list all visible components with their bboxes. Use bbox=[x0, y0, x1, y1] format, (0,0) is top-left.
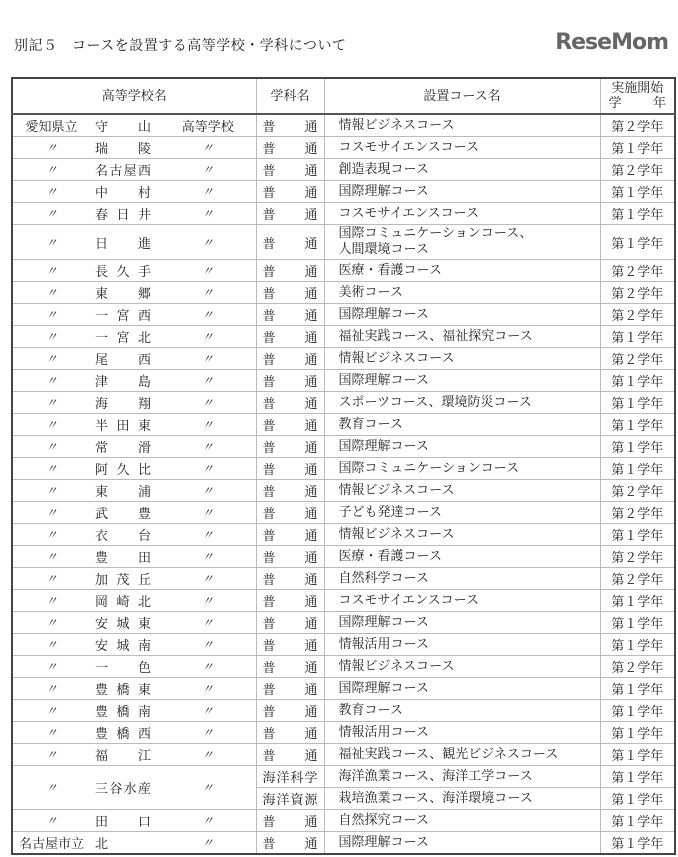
table-row bbox=[12, 203, 675, 225]
course-name bbox=[324, 414, 600, 436]
course-line: 国際コミュニケーションコース bbox=[338, 460, 520, 476]
table-row bbox=[12, 634, 675, 656]
course-name bbox=[324, 788, 600, 810]
header-grade-line2: 学 年 bbox=[608, 96, 666, 111]
department: 普通 bbox=[256, 744, 324, 766]
school-suffix: 〃 bbox=[160, 634, 256, 656]
start-grade: 第１学年 bbox=[600, 181, 675, 203]
school-prefix: 〃 bbox=[12, 392, 90, 414]
school-suffix: 〃 bbox=[160, 722, 256, 744]
table-row bbox=[12, 392, 675, 414]
department: 普通 bbox=[256, 656, 324, 678]
start-grade: 第１学年 bbox=[600, 788, 675, 810]
course-line: 情報ビジネスコース bbox=[338, 658, 455, 674]
table-row bbox=[12, 304, 675, 326]
school-prefix: 〃 bbox=[12, 436, 90, 458]
school-name: 名古屋西 bbox=[90, 159, 160, 181]
school-name: 豊橋西 bbox=[90, 722, 160, 744]
table-row bbox=[12, 502, 675, 524]
course-table bbox=[11, 77, 676, 855]
start-grade: 第２学年 bbox=[600, 568, 675, 590]
course-name bbox=[324, 810, 600, 832]
school-suffix: 〃 bbox=[160, 480, 256, 502]
table-row bbox=[12, 159, 675, 181]
table-row bbox=[12, 612, 675, 634]
school-prefix: 〃 bbox=[12, 225, 90, 260]
school-prefix: 〃 bbox=[12, 370, 90, 392]
school-prefix: 〃 bbox=[12, 678, 90, 700]
school-suffix: 〃 bbox=[160, 502, 256, 524]
table-row bbox=[12, 656, 675, 678]
start-grade: 第１学年 bbox=[600, 436, 675, 458]
start-grade: 第１学年 bbox=[600, 612, 675, 634]
department: 普通 bbox=[256, 436, 324, 458]
school-suffix: 〃 bbox=[160, 282, 256, 304]
department: 普通 bbox=[256, 260, 324, 282]
course-name bbox=[324, 392, 600, 414]
school-suffix: 〃 bbox=[160, 159, 256, 181]
department: 普通 bbox=[256, 502, 324, 524]
department: 普通 bbox=[256, 159, 324, 181]
school-suffix: 〃 bbox=[160, 326, 256, 348]
school-suffix: 〃 bbox=[160, 700, 256, 722]
start-grade: 第１学年 bbox=[600, 634, 675, 656]
department: 普通 bbox=[256, 203, 324, 225]
school-prefix: 〃 bbox=[12, 700, 90, 722]
course-line: コスモサイエンスコース bbox=[338, 139, 480, 155]
start-grade: 第２学年 bbox=[600, 480, 675, 502]
course-line: 自然探究コース bbox=[338, 812, 429, 828]
school-prefix: 〃 bbox=[12, 181, 90, 203]
school-prefix: 〃 bbox=[12, 810, 90, 832]
course-line: コスモサイエンスコース bbox=[338, 205, 480, 221]
school-suffix: 〃 bbox=[160, 203, 256, 225]
course-line: 国際コミュニケーションコース、 bbox=[338, 226, 533, 241]
school-name: 守山 bbox=[90, 114, 160, 137]
department: 普通 bbox=[256, 722, 324, 744]
department: 普通 bbox=[256, 634, 324, 656]
course-name bbox=[324, 568, 600, 590]
school-prefix: 〃 bbox=[12, 502, 90, 524]
school-prefix: 〃 bbox=[12, 722, 90, 744]
school-prefix: 〃 bbox=[12, 590, 90, 612]
course-line: 情報ビジネスコース bbox=[338, 482, 455, 498]
school-suffix: 〃 bbox=[160, 656, 256, 678]
page-title: 別記５ コースを設置する高等学校・学科について bbox=[14, 38, 347, 54]
course-name bbox=[324, 203, 600, 225]
course-line: 子ども発達コース bbox=[338, 504, 442, 520]
school-suffix: 〃 bbox=[160, 392, 256, 414]
school-name: 長久手 bbox=[90, 260, 160, 282]
start-grade: 第１学年 bbox=[600, 203, 675, 225]
school-suffix: 〃 bbox=[160, 832, 256, 855]
school-prefix: 〃 bbox=[12, 524, 90, 546]
course-name bbox=[324, 326, 600, 348]
table-row bbox=[12, 546, 675, 568]
school-name: 加茂丘 bbox=[90, 568, 160, 590]
school-prefix: 愛知県立 bbox=[12, 114, 90, 137]
course-line: 福祉実践コース、福祉探究コース bbox=[338, 328, 533, 344]
start-grade: 第１学年 bbox=[600, 744, 675, 766]
school-suffix: 〃 bbox=[160, 137, 256, 159]
course-name bbox=[324, 159, 600, 181]
department: 普通 bbox=[256, 458, 324, 480]
school-name: 中村 bbox=[90, 181, 160, 203]
school-name: 武豊 bbox=[90, 502, 160, 524]
header-course: 設置コース名 bbox=[324, 78, 600, 114]
course-line: スポーツコース、環境防災コース bbox=[338, 394, 532, 410]
course-name bbox=[324, 634, 600, 656]
course-name bbox=[324, 260, 600, 282]
school-prefix: 〃 bbox=[12, 656, 90, 678]
course-line: 国際理解コース bbox=[338, 614, 429, 630]
course-name bbox=[324, 370, 600, 392]
school-prefix: 〃 bbox=[12, 282, 90, 304]
course-line: 国際理解コース bbox=[338, 834, 429, 850]
school-name: 津島 bbox=[90, 370, 160, 392]
course-name bbox=[324, 502, 600, 524]
start-grade: 第１学年 bbox=[600, 370, 675, 392]
school-name: 一宮北 bbox=[90, 326, 160, 348]
course-name bbox=[324, 114, 600, 137]
table-row bbox=[12, 568, 675, 590]
start-grade: 第１学年 bbox=[600, 225, 675, 260]
course-name bbox=[324, 590, 600, 612]
school-suffix: 〃 bbox=[160, 766, 256, 810]
school-prefix: 〃 bbox=[12, 480, 90, 502]
course-line: 情報活用コース bbox=[338, 724, 429, 740]
department: 普通 bbox=[256, 225, 324, 260]
course-line: 栽培漁業コース、海洋環境コース bbox=[338, 790, 533, 806]
start-grade: 第１学年 bbox=[600, 810, 675, 832]
course-line: 国際理解コース bbox=[338, 183, 429, 199]
start-grade: 第１学年 bbox=[600, 326, 675, 348]
table-row bbox=[12, 480, 675, 502]
department: 普通 bbox=[256, 568, 324, 590]
table-header-row bbox=[12, 78, 675, 114]
school-prefix: 〃 bbox=[12, 458, 90, 480]
course-name bbox=[324, 436, 600, 458]
start-grade: 第１学年 bbox=[600, 766, 675, 788]
course-name bbox=[324, 137, 600, 159]
department: 普通 bbox=[256, 392, 324, 414]
header-dept: 学科名 bbox=[256, 78, 324, 114]
table-row bbox=[12, 832, 675, 855]
start-grade: 第２学年 bbox=[600, 656, 675, 678]
start-grade: 第１学年 bbox=[600, 678, 675, 700]
table-row bbox=[12, 678, 675, 700]
header-grade bbox=[600, 78, 675, 114]
course-name bbox=[324, 546, 600, 568]
school-suffix: 〃 bbox=[160, 678, 256, 700]
school-name: 豊田 bbox=[90, 546, 160, 568]
school-name: 尾西 bbox=[90, 348, 160, 370]
department: 普通 bbox=[256, 678, 324, 700]
start-grade: 第２学年 bbox=[600, 502, 675, 524]
school-name: 海翔 bbox=[90, 392, 160, 414]
department: 普通 bbox=[256, 700, 324, 722]
table-row bbox=[12, 260, 675, 282]
start-grade: 第１学年 bbox=[600, 832, 675, 855]
department: 普通 bbox=[256, 832, 324, 855]
course-name bbox=[324, 225, 600, 260]
course-name bbox=[324, 524, 600, 546]
course-line: 美術コース bbox=[338, 284, 403, 300]
course-line: 海洋漁業コース、海洋工学コース bbox=[338, 768, 533, 784]
school-name: 豊橋東 bbox=[90, 678, 160, 700]
school-suffix: 〃 bbox=[160, 568, 256, 590]
start-grade: 第１学年 bbox=[600, 700, 675, 722]
course-name bbox=[324, 348, 600, 370]
department: 普通 bbox=[256, 137, 324, 159]
school-prefix: 〃 bbox=[12, 137, 90, 159]
department: 海洋資源 bbox=[256, 788, 324, 810]
table-row bbox=[12, 414, 675, 436]
school-name: 北 bbox=[90, 832, 160, 855]
department: 普通 bbox=[256, 810, 324, 832]
table-row bbox=[12, 590, 675, 612]
school-prefix: 〃 bbox=[12, 326, 90, 348]
school-suffix: 〃 bbox=[160, 744, 256, 766]
school-suffix: 〃 bbox=[160, 590, 256, 612]
start-grade: 第２学年 bbox=[600, 348, 675, 370]
school-suffix: 〃 bbox=[160, 524, 256, 546]
department: 普通 bbox=[256, 524, 324, 546]
start-grade: 第１学年 bbox=[600, 524, 675, 546]
header-school: 高等学校名 bbox=[12, 78, 256, 114]
department: 普通 bbox=[256, 181, 324, 203]
course-name bbox=[324, 722, 600, 744]
school-name: 田口 bbox=[90, 810, 160, 832]
school-suffix: 〃 bbox=[160, 260, 256, 282]
table-row bbox=[12, 744, 675, 766]
start-grade: 第１学年 bbox=[600, 590, 675, 612]
course-line: 情報活用コース bbox=[338, 636, 429, 652]
table-row bbox=[12, 181, 675, 203]
department: 普通 bbox=[256, 304, 324, 326]
table-row bbox=[12, 348, 675, 370]
course-line: 教育コース bbox=[338, 416, 403, 432]
course-name bbox=[324, 766, 600, 788]
school-suffix: 〃 bbox=[160, 304, 256, 326]
school-prefix: 〃 bbox=[12, 612, 90, 634]
course-name bbox=[324, 656, 600, 678]
school-prefix: 〃 bbox=[12, 260, 90, 282]
header-grade-line1: 実施開始 bbox=[611, 81, 664, 96]
table-row bbox=[12, 225, 675, 260]
school-name: 豊橋南 bbox=[90, 700, 160, 722]
school-prefix: 名古屋市立 bbox=[12, 832, 90, 855]
school-name: 半田東 bbox=[90, 414, 160, 436]
school-suffix: 〃 bbox=[160, 612, 256, 634]
department: 普通 bbox=[256, 348, 324, 370]
school-suffix: 〃 bbox=[160, 414, 256, 436]
school-suffix: 〃 bbox=[160, 181, 256, 203]
department: 普通 bbox=[256, 326, 324, 348]
school-prefix: 〃 bbox=[12, 568, 90, 590]
school-name: 福江 bbox=[90, 744, 160, 766]
department: 普通 bbox=[256, 414, 324, 436]
table-row bbox=[12, 458, 675, 480]
table-row bbox=[12, 722, 675, 744]
course-name bbox=[324, 304, 600, 326]
course-name bbox=[324, 678, 600, 700]
table-row bbox=[12, 326, 675, 348]
school-name: 瑞陵 bbox=[90, 137, 160, 159]
school-name: 春日井 bbox=[90, 203, 160, 225]
course-name bbox=[324, 282, 600, 304]
school-prefix: 〃 bbox=[12, 634, 90, 656]
school-prefix: 〃 bbox=[12, 159, 90, 181]
table-row bbox=[12, 700, 675, 722]
table-row bbox=[12, 810, 675, 832]
start-grade: 第１学年 bbox=[600, 722, 675, 744]
department: 普通 bbox=[256, 480, 324, 502]
school-name: 阿久比 bbox=[90, 458, 160, 480]
school-prefix: 〃 bbox=[12, 203, 90, 225]
course-name bbox=[324, 480, 600, 502]
course-line: 国際理解コース bbox=[338, 306, 429, 322]
school-prefix: 〃 bbox=[12, 546, 90, 568]
start-grade: 第２学年 bbox=[600, 304, 675, 326]
school-prefix: 〃 bbox=[12, 348, 90, 370]
school-suffix: 〃 bbox=[160, 458, 256, 480]
table-row bbox=[12, 137, 675, 159]
course-line-2: 人間環境コース bbox=[338, 242, 429, 257]
school-name: 常滑 bbox=[90, 436, 160, 458]
school-prefix: 〃 bbox=[12, 744, 90, 766]
table-row bbox=[12, 524, 675, 546]
department: 普通 bbox=[256, 612, 324, 634]
start-grade: 第１学年 bbox=[600, 458, 675, 480]
course-name bbox=[324, 700, 600, 722]
department: 普通 bbox=[256, 282, 324, 304]
course-line: 情報ビジネスコース bbox=[338, 526, 455, 542]
school-name: 衣台 bbox=[90, 524, 160, 546]
course-line: 情報ビジネスコース bbox=[338, 350, 455, 366]
course-line: 医療・看護コース bbox=[338, 262, 442, 278]
course-line: 医療・看護コース bbox=[338, 548, 442, 564]
course-name bbox=[324, 458, 600, 480]
department: 普通 bbox=[256, 546, 324, 568]
school-name: 岡崎北 bbox=[90, 590, 160, 612]
course-name bbox=[324, 832, 600, 855]
school-name: 一色 bbox=[90, 656, 160, 678]
school-prefix: 〃 bbox=[12, 766, 90, 810]
school-suffix: 高等学校 bbox=[160, 114, 256, 137]
course-name bbox=[324, 181, 600, 203]
table-row bbox=[12, 282, 675, 304]
department: 海洋科学 bbox=[256, 766, 324, 788]
start-grade: 第１学年 bbox=[600, 414, 675, 436]
table-row bbox=[12, 370, 675, 392]
school-suffix: 〃 bbox=[160, 436, 256, 458]
school-name: 東郷 bbox=[90, 282, 160, 304]
table-row bbox=[12, 114, 675, 137]
school-prefix: 〃 bbox=[12, 304, 90, 326]
start-grade: 第１学年 bbox=[600, 392, 675, 414]
course-line: コスモサイエンスコース bbox=[338, 592, 480, 608]
start-grade: 第１学年 bbox=[600, 137, 675, 159]
course-line: 国際理解コース bbox=[338, 372, 429, 388]
course-line: 福祉実践コース、観光ビジネスコース bbox=[338, 746, 559, 762]
school-name: 東浦 bbox=[90, 480, 160, 502]
table-body bbox=[12, 114, 675, 854]
school-name: 日進 bbox=[90, 225, 160, 260]
school-suffix: 〃 bbox=[160, 546, 256, 568]
start-grade: 第２学年 bbox=[600, 546, 675, 568]
school-name: 安城南 bbox=[90, 634, 160, 656]
course-line: 情報ビジネスコース bbox=[338, 117, 455, 133]
school-suffix: 〃 bbox=[160, 810, 256, 832]
table-row bbox=[12, 766, 675, 788]
school-name: 一宮西 bbox=[90, 304, 160, 326]
school-suffix: 〃 bbox=[160, 370, 256, 392]
department: 普通 bbox=[256, 370, 324, 392]
start-grade: 第２学年 bbox=[600, 260, 675, 282]
course-line: 国際理解コース bbox=[338, 438, 429, 454]
course-line: 教育コース bbox=[338, 702, 403, 718]
start-grade: 第２学年 bbox=[600, 282, 675, 304]
school-suffix: 〃 bbox=[160, 225, 256, 260]
course-line: 国際理解コース bbox=[338, 680, 429, 696]
course-name bbox=[324, 612, 600, 634]
school-name: 安城東 bbox=[90, 612, 160, 634]
resemom-watermark-logo: ReseMom bbox=[555, 30, 668, 55]
start-grade: 第２学年 bbox=[600, 114, 675, 137]
school-prefix: 〃 bbox=[12, 414, 90, 436]
course-line: 創造表現コース bbox=[338, 161, 429, 177]
school-name: 三谷水産 bbox=[90, 766, 160, 810]
school-suffix: 〃 bbox=[160, 348, 256, 370]
table-row bbox=[12, 436, 675, 458]
course-name bbox=[324, 744, 600, 766]
start-grade: 第２学年 bbox=[600, 159, 675, 181]
department: 普通 bbox=[256, 114, 324, 137]
department: 普通 bbox=[256, 590, 324, 612]
course-line: 自然科学コース bbox=[338, 570, 429, 586]
